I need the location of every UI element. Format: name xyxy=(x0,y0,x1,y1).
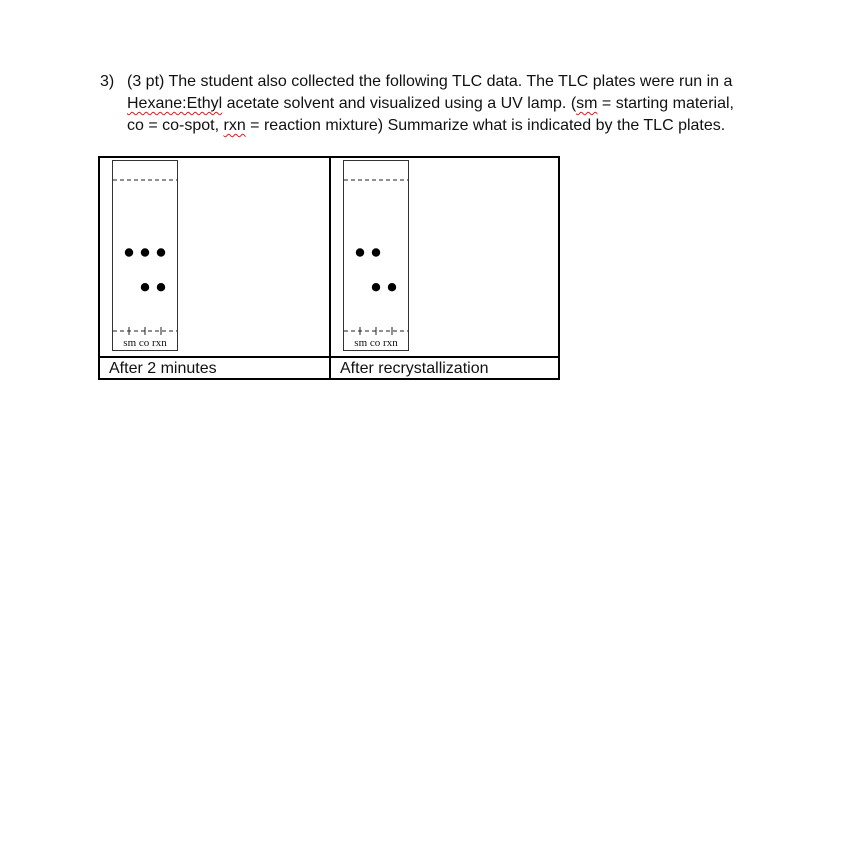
tlc-plate-1 xyxy=(112,160,178,351)
question-number: 3) xyxy=(100,73,115,90)
lane-label-rxn: rxn xyxy=(383,337,398,349)
lane-labels-2 xyxy=(344,337,408,349)
tlc-plate-2 xyxy=(343,160,409,351)
tlc-plate-1-drawing xyxy=(113,161,177,350)
tlc-plate-2-drawing xyxy=(344,161,408,350)
caption-after-recrystallization: After recrystallization xyxy=(340,360,489,377)
tlc-spot xyxy=(141,248,149,256)
tlc-spot xyxy=(372,283,380,291)
lane-label-co: co xyxy=(369,337,381,349)
question-line-2 xyxy=(127,93,734,115)
tlc-table xyxy=(98,156,560,380)
lane-label-rxn: rxn xyxy=(152,337,167,349)
question-line-3-end: = reaction mixture) Summarize what is indicated by the TLC plates. xyxy=(245,117,726,134)
tlc-spot xyxy=(388,283,396,291)
question-line-1-text: (3 pt) The student also collected the following TLC data. The TLC plates were run in a xyxy=(127,73,733,90)
lane-label-sm: sm xyxy=(354,337,368,349)
lane-label-sm: sm xyxy=(123,337,137,349)
lane-labels-1 xyxy=(113,337,177,349)
tlc-spot xyxy=(141,283,149,291)
question-line-2-end: = starting material, xyxy=(597,95,734,112)
spellcheck-solvent: Hexane:Ethyl xyxy=(127,95,223,112)
spellcheck-sm: sm xyxy=(576,95,598,112)
question-line-2-text: acetate solvent and visualized using a UV lamp. ( xyxy=(222,95,577,112)
question-line-1 xyxy=(127,71,732,93)
tlc-spot xyxy=(356,248,364,256)
table-divider-vertical xyxy=(329,158,331,378)
tlc-spot xyxy=(372,248,380,256)
question-line-3-start: co = co-spot, xyxy=(127,117,224,134)
caption-after-2-minutes: After 2 minutes xyxy=(109,360,217,377)
question-line-3 xyxy=(127,115,725,137)
lane-label-co: co xyxy=(138,337,150,349)
tlc-spot xyxy=(157,283,165,291)
spellcheck-rxn: rxn xyxy=(223,117,246,134)
tlc-spot xyxy=(157,248,165,256)
tlc-spot xyxy=(125,248,133,256)
